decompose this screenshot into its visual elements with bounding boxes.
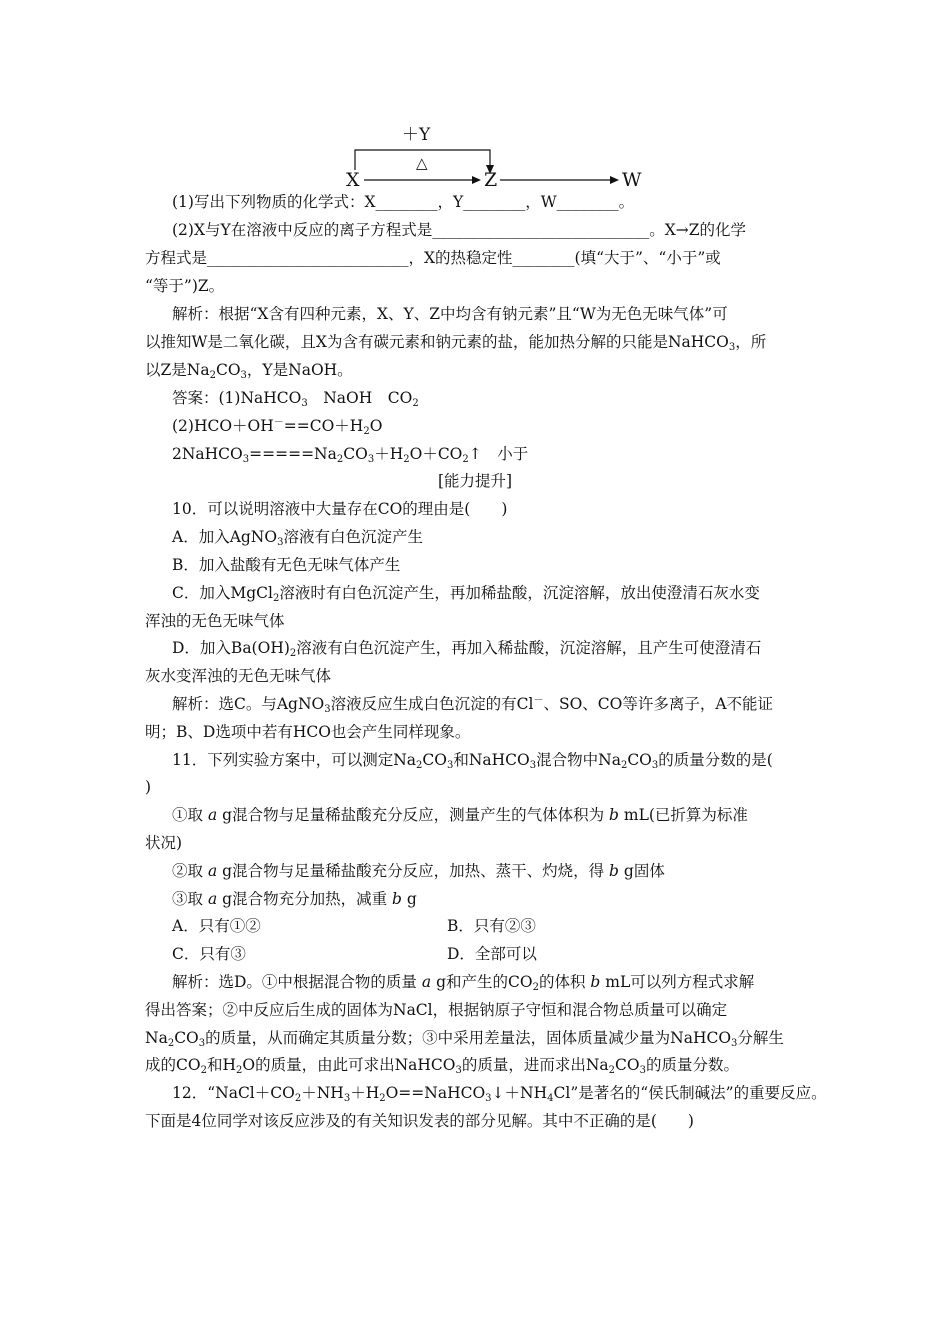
q9-part1: (1)写出下列物质的化学式：X________，Y________，W________。 bbox=[172, 193, 635, 211]
q9-analysis-line3: 以Z是$Na_2CO_3$，Y是NaOH。 bbox=[145, 361, 353, 381]
q10-stem: 10．可以说明溶液中大量存在CO的理由是( ) bbox=[172, 500, 508, 518]
q9-analysis-line2: 以推知W是二氧化碳，且X为含有碳元素和钠元素的盐，能加热分解的只能是NaHCO$_3$，所 bbox=[145, 333, 767, 353]
q10-option-d-line1: D．加入$Ba(OH)_2$溶液有白色沉淀产生，再加入稀盐酸，沉淀溶解，且产生可使澄清石 bbox=[172, 639, 762, 659]
diagram-arrowhead-xz bbox=[472, 176, 481, 184]
q10-option-c-line2: 浑浊的无色无味气体 bbox=[145, 612, 285, 630]
q11-option-b: B．只有②③ bbox=[447, 917, 536, 935]
diagram-heat-symbol: △ bbox=[416, 154, 428, 172]
diagram-node-x: X bbox=[346, 169, 360, 191]
q10-option-b: B．加入盐酸有无色无味气体产生 bbox=[172, 556, 401, 574]
q11-option-c: C．只有③ bbox=[172, 945, 246, 963]
section-heading: [能力提升] bbox=[437, 472, 513, 490]
q11-item3: ③取 a g混合物充分加热，减重 b g bbox=[172, 890, 417, 908]
q11-stem-line1: 11．下列实验方案中，可以测定$Na_2CO_3$和NaHCO$_3$混合物中$Na_2CO_3$的质量分数的是( bbox=[172, 751, 773, 771]
q11-option-a: A．只有①② bbox=[172, 917, 261, 935]
reaction-diagram bbox=[340, 120, 680, 195]
q9-part2-line3: “等于”)Z。 bbox=[145, 277, 225, 295]
diagram-top-label: ＋Y bbox=[402, 125, 431, 145]
q12-stem-line2: 下面是4位同学对该反应涉及的有关知识发表的部分见解。其中不正确的是( ) bbox=[145, 1112, 694, 1130]
q10-analysis-line1: 解析：选C。与AgNO$_3$溶液反应生成白色沉淀的有Cl－、SO、CO等许多离子，A不能证 bbox=[172, 695, 774, 715]
q11-analysis-line2: 得出答案；②中反应后生成的固体为NaCl，根据钠原子守恒和混合物总质量可以确定 bbox=[145, 1001, 728, 1019]
q10-option-c-line1: C．加入MgCl$_2$溶液时有白色沉淀产生，再加稀盐酸，沉淀溶解，放出使澄清石灰水变 bbox=[172, 584, 760, 604]
q11-analysis-line3: $Na_2CO_3$的质量，从而确定其质量分数；③中采用差量法，固体质量减少量为NaHCO$_3$分解生 bbox=[145, 1029, 784, 1049]
q11-item1-line2: 状况) bbox=[145, 834, 183, 852]
q11-item2: ②取 a g混合物与足量稀盐酸充分反应，加热、蒸干、灼烧，得 b g固体 bbox=[172, 862, 665, 880]
q11-options-row1 bbox=[172, 916, 672, 936]
q9-answer-line1: 答案：(1)NaHCO$_3$ NaOH $CO_2$ bbox=[172, 389, 419, 409]
q9-answer-line3: $2NaHCO_3=====Na_2CO_3+H_2O+CO_2↑$ 小于 bbox=[172, 445, 529, 465]
diagram-node-w: W bbox=[622, 169, 642, 191]
q9-answer-line2: $(2)HCO+OH^-==CO+H_2O$ bbox=[172, 417, 383, 437]
q10-option-d-line2: 灰水变浑浊的无色无味气体 bbox=[145, 667, 332, 685]
q9-part2-line1: (2)X与Y在溶液中反应的离子方程式是____________________________。X→Z的化学 bbox=[172, 221, 747, 239]
diagram-arrowhead-zw bbox=[610, 176, 619, 184]
q9-analysis-line1: 解析：根据“X含有四种元素，X、Y、Z中均含有钠元素”且“W为无色无味气体”可 bbox=[172, 305, 728, 323]
q9-part2-line2: 方程式是__________________________，X的热稳定性________(填“大于”、“小于”或 bbox=[145, 249, 721, 267]
q11-option-d: D．全部可以 bbox=[447, 945, 537, 963]
q11-stem-line2: ) bbox=[145, 778, 152, 796]
diagram-node-z: Z bbox=[484, 169, 498, 191]
q11-analysis-line4: 成的$CO_2$和$H_2O$的质量，由此可求出NaHCO$_3$的质量，进而求出$Na_2CO_3$的质量分数。 bbox=[145, 1056, 739, 1076]
q10-option-a: A．加入AgNO$_3$溶液有白色沉淀产生 bbox=[172, 528, 423, 548]
q10-analysis-line2: 明；B、D选项中若有HCO也会产生同样现象。 bbox=[145, 723, 471, 741]
q11-analysis-line1: 解析：选D。①中根据混合物的质量 a g和产生的$CO_2$的体积 b mL可以列方程式求解 bbox=[172, 973, 755, 993]
q11-options-row2 bbox=[172, 944, 672, 964]
q11-item1-line1: ①取 a g混合物与足量稀盐酸充分反应，测量产生的气体体积为 b mL(已折算为标准 bbox=[172, 806, 748, 824]
q12-stem-line1: 12．“$NaCl+CO_2+NH_3+H_2O==NaHCO_3↓+NH_4Cl$”是著名的“侯氏制碱法”的重要反应。 bbox=[172, 1084, 827, 1104]
